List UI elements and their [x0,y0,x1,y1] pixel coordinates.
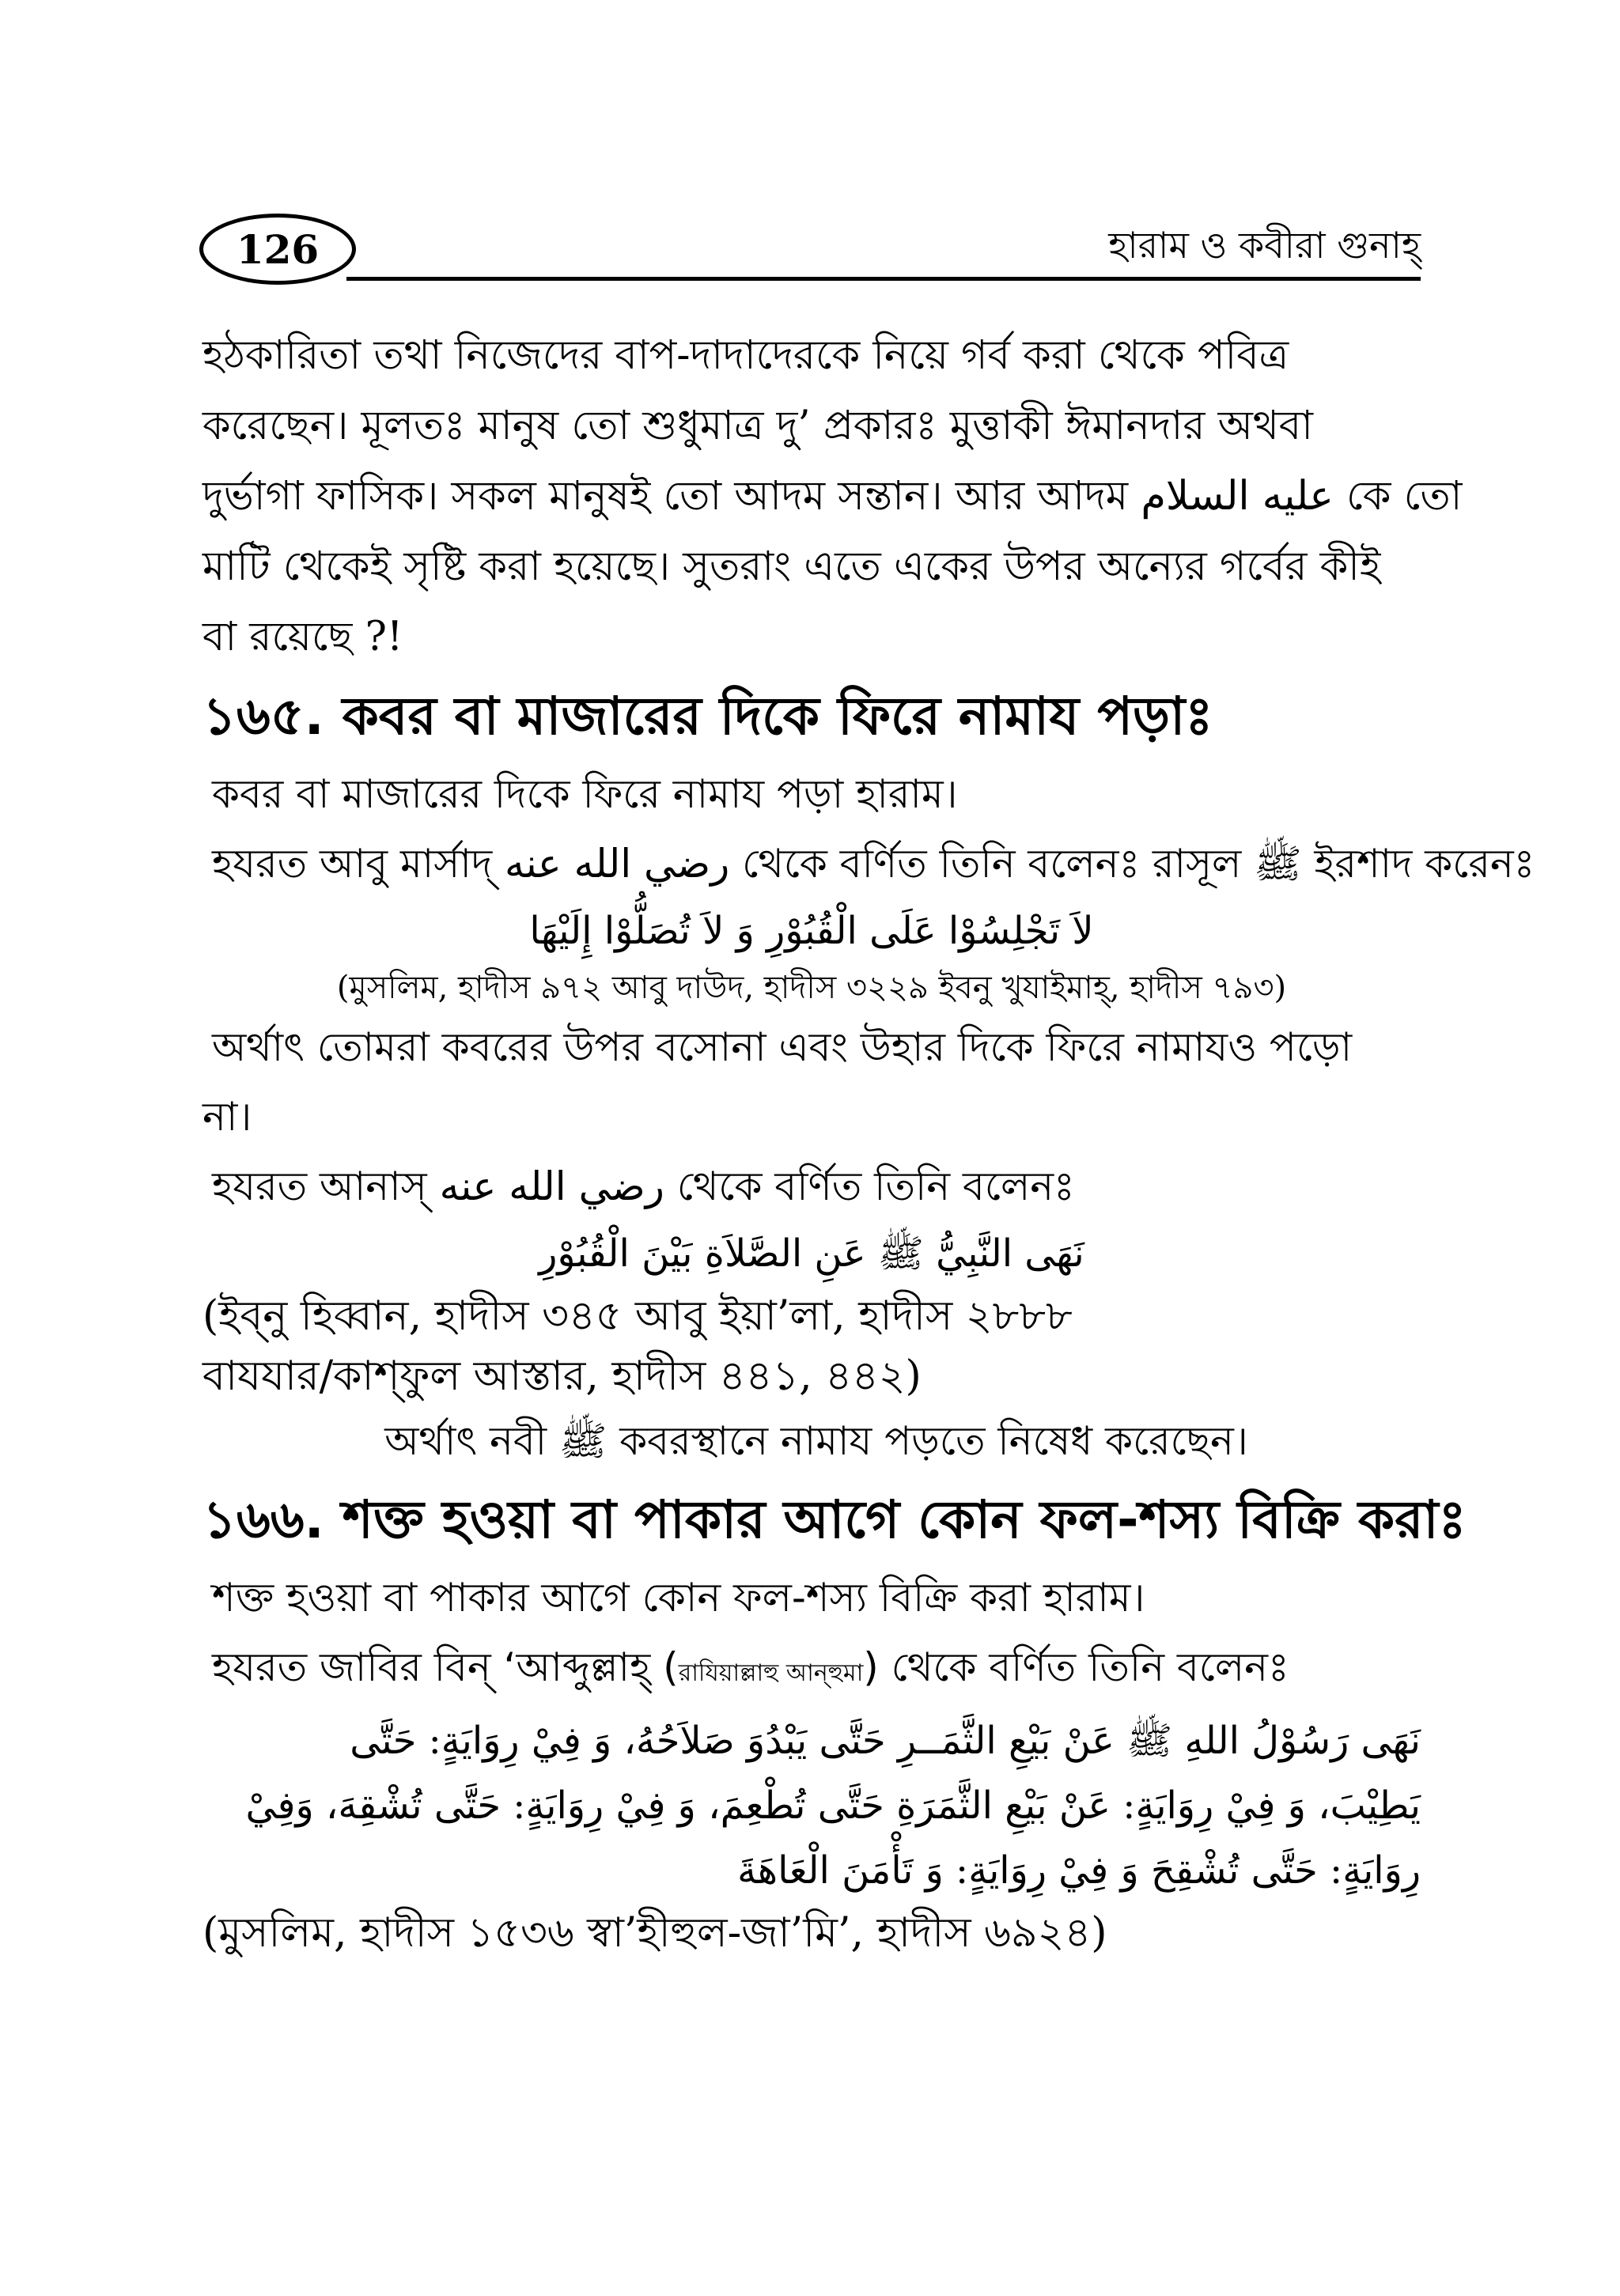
page-header [199,207,1421,286]
intro-paragraph [202,320,1463,672]
arabic-hadith-line: يَطِيْبَ، وَ فِيْ رِوَايَةٍ: عَنْ بَيْعِ الثَّمَرَةِ حَتَّى تُطْعِمَ، وَ فِيْ رِوَايَةٍ: حَتَّى تُشْقِهَ، وَفِيْ [245,1783,1421,1828]
intro-line: করেছেন। মূলতঃ মানুষ তো শুধুমাত্র দু’ প্রকারঃ মুত্তাকী ঈমানদার অথবা [202,403,1313,449]
meaning-text: না। [202,1094,252,1140]
intro-line: মাটি থেকেই সৃষ্টি করা হয়েছে। সুতরাং এতে একের উপর অন্যের গর্বের কীই [202,543,1381,590]
intro-line: হঠকারিতা তথা নিজেদের বাপ-দাদাদেরকে নিয়ে গর্ব করা থেকে পবিত্র [202,332,1289,379]
narration-text: হযরত আনাস্ رضي الله عنه থেকে বর্ণিত তিনি বলেনঃ [212,1163,1075,1209]
narration-text: হযরত আবু মার্সাদ্ رضي الله عنه থেকে বর্ণিত তিনি বলেনঃ রাসূল ﷺ ইরশাদ করেনঃ [212,841,1535,887]
book-title: হারাম ও কবীরা গুনাহ্ [1108,224,1421,267]
header-rule [346,277,1421,281]
section-166 [202,1482,1467,1963]
meaning-text: অর্থাৎ তোমরা কবরের উপর বসোনা এবং উহার দিকে ফিরে নামাযও পড়ো [212,1024,1353,1070]
section-heading: ১৬৬. শক্ত হওয়া বা পাকার আগে কোন ফল-শস্য বিক্রি করাঃ [202,1489,1467,1550]
narration-prefix: হযরত জাবির বিন্ ‘আব্দুল্লাহ্ ( [212,1644,679,1690]
hadith-citation: বাযযার/কাশ্ফুল আস্তার, হাদীস ৪৪১, ৪৪২) [202,1352,922,1400]
honorific-text: রাযিয়াল্লাহু আন্হুমা [678,1659,864,1687]
arabic-hadith-line: رِوَايَةٍ: حَتَّى تُشْقِحَ وَ فِيْ رِوَايَةٍ: وَ تَأْمَنَ الْعَاهَةَ [737,1848,1421,1893]
arabic-hadith: لاَ تَجْلِسُوْا عَلَى الْقُبُوْرِ وَ لاَ تُصَلُّوْا إِلَيْهَا [529,909,1094,953]
page-content [202,320,1535,1963]
section-heading: ১৬৫. কবর বা মাজারের দিকে ফিরে নামায পড়াঃ [202,686,1213,747]
narration-suffix: ) থেকে বর্ণিত তিনি বলেনঃ [863,1644,1289,1690]
hadith-citation: (মুসলিম, হাদীস ১৫৩৬ স্বা’হীহুল-জা’মি’, হাদীস ৬৯২৪) [202,1909,1107,1957]
arabic-hadith: نَهَى النَّبِيُّ ﷺ عَنِ الصَّلاَةِ بَيْنَ الْقُبُوْرِ [539,1231,1084,1276]
hadith-citation: (মুসলিম, হাদীস ৯৭২ আবু দাউদ, হাদীস ৩২২৯ ইবনু খুযাইমাহ্, হাদীস ৭৯৩) [336,970,1287,1006]
section-165 [202,679,1535,1476]
intro-line: বা রয়েছে ?! [202,614,403,660]
arabic-hadith-line: نَهَى رَسُوْلُ اللهِ ﷺ عَنْ بَيْعِ الثَّمَــرِ حَتَّى يَبْدُوَ صَلاَحُهُ، وَ فِيْ رِوَايَةٍ: حَتَّى [350,1719,1421,1763]
page-number: 126 [199,214,356,285]
ruling-text: কবর বা মাজারের দিকে ফিরে নামায পড়া হারাম। [212,771,958,817]
intro-line: দুর্ভাগা ফাসিক। সকল মানুষই তো আদম সন্তান। আর আদম عليه السلام কে তো [202,473,1463,520]
ruling-text: শক্ত হওয়া বা পাকার আগে কোন ফল-শস্য বিক্রি করা হারাম। [212,1575,1145,1621]
meaning-text: অর্থাৎ নবী ﷺ কবরস্থানে নামায পড়তে নিষেধ করেছেন। [384,1418,1248,1464]
hadith-citation: (ইব্নু হিব্বান, হাদীস ৩৪৫ আবু ইয়া’লা, হাদীস ২৮৮৮ [202,1292,1073,1340]
narration-text [212,1632,1421,1708]
